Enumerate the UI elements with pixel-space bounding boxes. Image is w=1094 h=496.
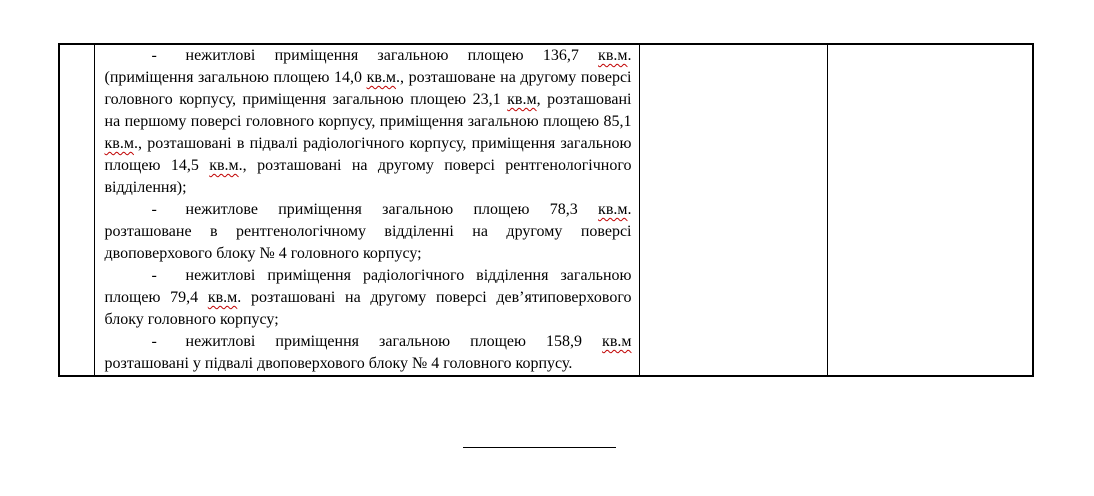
empty-cell-4 (827, 44, 1033, 376)
item-text: нежитлові приміщення загальною площею 158,9 (185, 333, 603, 350)
item-text: нежитлові приміщення загальною площею 136,7 (185, 47, 599, 64)
bullet-dash: - (151, 267, 157, 284)
unit-abbreviation: кв.м (104, 135, 134, 152)
list-item (105, 265, 632, 331)
item-text: ., розташоване на другому поверсі головного корпусу, приміщення загальною площею 23,1 (104, 69, 632, 108)
document-table (58, 43, 1034, 377)
description-cell (94, 44, 639, 376)
unit-abbreviation: кв.м (207, 289, 238, 306)
unit-abbreviation: кв.м (366, 69, 397, 86)
item-text: ., розташовані в підвалі радіологічного корпусу, приміщення загальною площею 14,5 (104, 135, 632, 174)
footnote-separator-line (463, 447, 616, 448)
unit-abbreviation: кв.м (598, 47, 628, 64)
empty-cell-3 (639, 44, 827, 376)
premises-list (105, 45, 632, 375)
bullet-dash: - (151, 47, 157, 64)
list-item (105, 45, 632, 199)
number-cell (59, 44, 94, 376)
item-text: розташовані у підвалі двоповерхового блоку № 4 головного корпусу. (104, 355, 573, 372)
item-text: нежитлове приміщення загальною площею 78,3 (185, 201, 599, 218)
item-text: . розташоване в рентгенологічному відділенні на другому поверсі двоповерхового блоку № 4 головного корпусу; (104, 201, 632, 262)
item-text: ., розташовані на другому поверсі рентгенологічного відділення); (104, 157, 632, 196)
bullet-dash: - (151, 333, 157, 350)
unit-abbreviation: кв.м (602, 333, 632, 350)
item-text: , розташовані на першому поверсі головного корпусу, приміщення загальною площею 85,1 (104, 91, 632, 130)
item-text: . (приміщення загальною площею 14,0 (104, 47, 632, 86)
unit-abbreviation: кв.м (598, 201, 628, 218)
unit-abbreviation: кв.м (209, 157, 239, 174)
bullet-dash: - (151, 201, 157, 218)
list-item (105, 331, 632, 375)
item-text: нежитлові приміщення радіологічного відділення загальною площею 79,4 (104, 267, 632, 306)
table-row (59, 44, 1033, 376)
list-item (105, 199, 632, 265)
unit-abbreviation: кв.м (507, 91, 537, 108)
item-text: . розташовані на другому поверсі дев’ятиповерхового блоку головного корпусу; (104, 289, 632, 328)
